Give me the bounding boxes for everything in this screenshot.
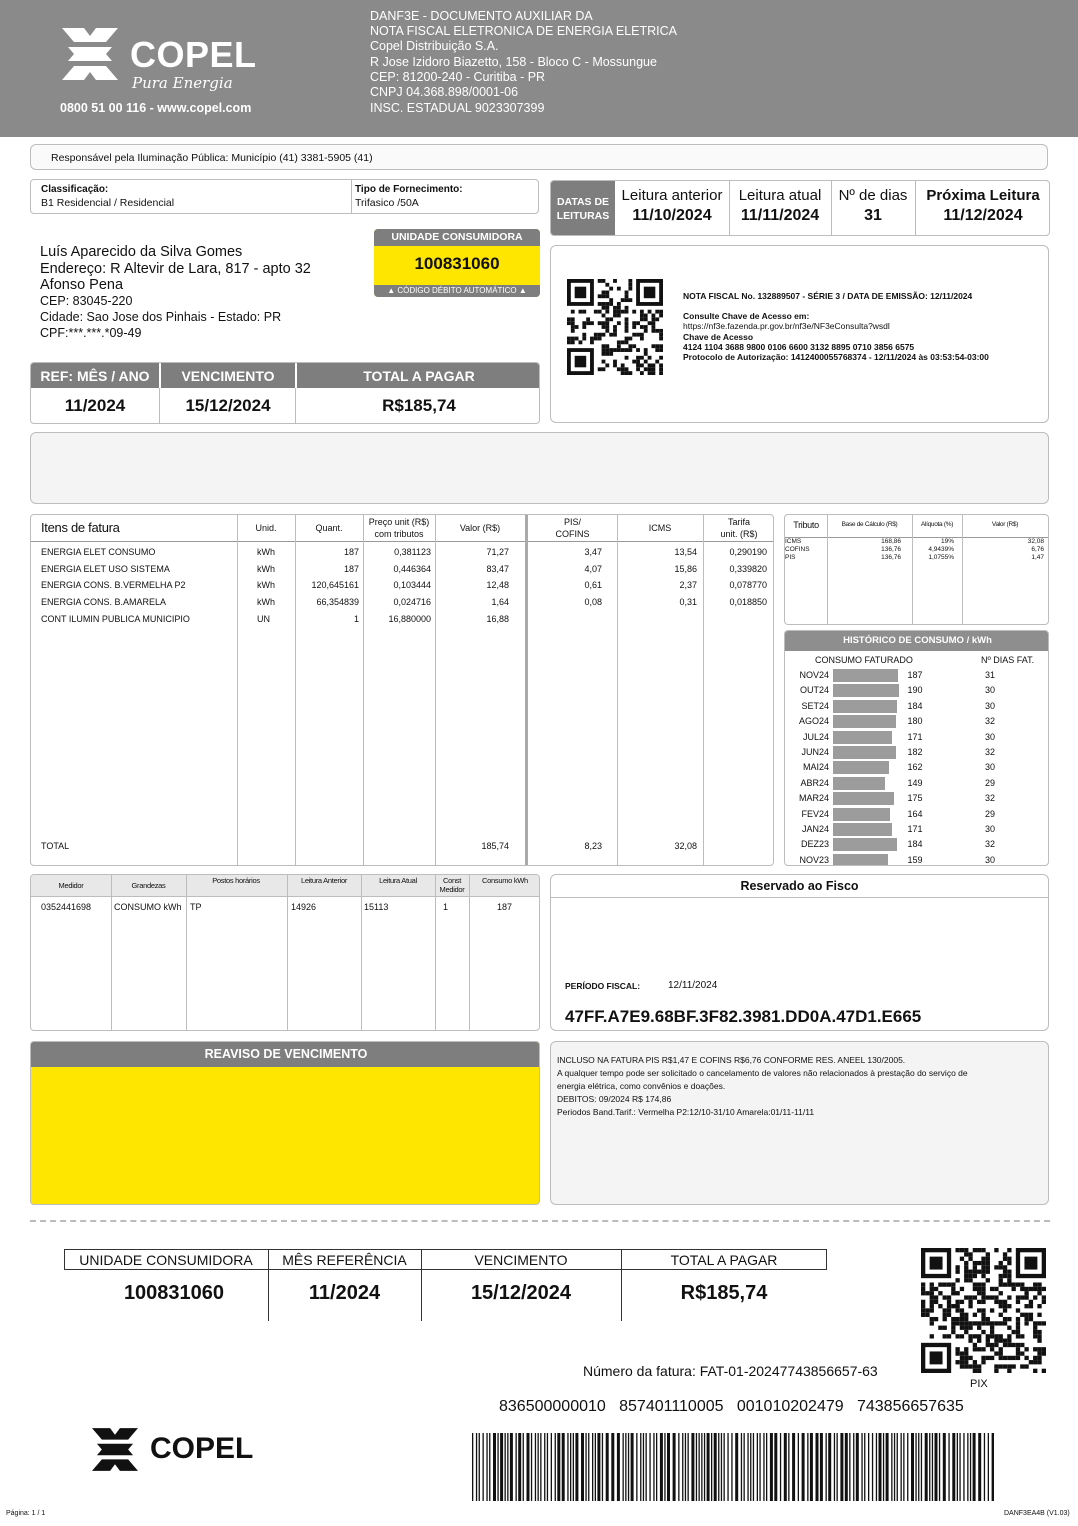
itens-total-valor: 185,74 [481, 841, 509, 851]
reaviso-box [30, 1041, 540, 1205]
unidade-sub: CÓDIGO DÉBITO AUTOMÁTICO [397, 286, 517, 295]
header-line: DANF3E - DOCUMENTO AUXILIAR DA [370, 9, 593, 23]
historico-chart [785, 668, 1049, 866]
unidade-label: UNIDADE CONSUMIDORA [374, 229, 540, 246]
tributos-header-tributo: Tributo [793, 520, 819, 530]
medidor-header-const: Const Medidor [439, 876, 465, 894]
historico-kwh: 171 [907, 731, 923, 742]
item-quant: 120,645161 [311, 580, 359, 591]
info-line: Periodos Band.Tarif.: Vermelha P2:12/10-31/10 Amarela:01/11-11/11 [557, 1107, 815, 1117]
classificacao-value: B1 Residencial / Residencial [41, 197, 175, 209]
ref-vencimento-total [30, 362, 540, 424]
historico-dias: 30 [984, 700, 995, 711]
medidor-header-consumo: Consumo kWh [482, 876, 528, 885]
info-box [550, 1041, 1049, 1205]
historico-bar [833, 684, 899, 697]
historico-kwh: 184 [907, 839, 923, 850]
tributo-aliquota: 4,9439% [928, 546, 954, 553]
reaviso-title: REAVISO DE VENCIMENTO [31, 1042, 540, 1067]
historico-row [785, 791, 1049, 806]
historico-mes: SET24 [801, 700, 829, 711]
historico-kwh: 175 [907, 793, 923, 804]
datas-leituras [550, 180, 1050, 236]
historico-dias: 30 [984, 685, 995, 696]
document-header [0, 0, 1078, 137]
medidor-grandeza: CONSUMO kWh [114, 902, 182, 912]
historico-mes: JUN24 [801, 747, 829, 757]
historico-mes: NOV23 [799, 854, 829, 865]
proxima-leitura-label: Próxima Leitura [926, 187, 1040, 204]
item-descricao: ENERGIA ELET USO SISTEMA [41, 563, 170, 574]
triangle-up-icon: ▲ [516, 286, 527, 295]
classificacao-box [30, 179, 539, 214]
item-descricao: ENERGIA CONS. B.AMARELA [41, 597, 167, 608]
medidor-consumo: 187 [497, 902, 513, 912]
total-label: TOTAL A PAGAR [363, 368, 475, 384]
historico-mes: AGO24 [798, 716, 829, 727]
historico-kwh: 180 [907, 716, 923, 727]
historico-kwh: 149 [907, 777, 923, 788]
itens-header-quant: Quant. [315, 523, 343, 533]
unidade-sub-bar [374, 285, 540, 297]
historico-dias: 32 [984, 839, 995, 850]
itens-header-pis: PIS/ [563, 517, 581, 527]
canhoto-mes: 11/2024 [308, 1282, 381, 1304]
historico-row [785, 714, 1049, 729]
historico-row [785, 730, 1049, 745]
historico-mes: JAN24 [801, 824, 829, 834]
fisco-periodo-label: PERÍODO FISCAL: [565, 981, 641, 991]
medidor-posto: TP [190, 902, 202, 912]
nota-url[interactable]: https://nf3e.fazenda.pr.gov.br/nf3e/NF3eConsulta?wsdl [683, 321, 890, 331]
medidor-header-grandezas: Grandezas [131, 881, 166, 890]
responsavel-text: Responsável pela Iluminação Pública: Município (41) 3381-5905 (41) [51, 152, 373, 164]
historico-col1: CONSUMO FATURADO [815, 655, 913, 665]
itens-total-icms: 32,08 [674, 841, 697, 851]
vencimento-value: 15/12/2024 [185, 396, 271, 415]
item-unid: UN [257, 613, 270, 624]
item-unid: kWh [257, 597, 275, 608]
leitura-atual-label: Leitura atual [738, 187, 822, 204]
leitura-anterior-value: 11/10/2024 [632, 207, 712, 224]
historico-row [785, 699, 1049, 714]
historico-dias: 30 [984, 854, 995, 865]
proxima-leitura-value: 11/12/2024 [943, 207, 1023, 224]
barcode-icon [472, 1433, 994, 1501]
canhoto-table [64, 1249, 827, 1321]
cliente-bloco-2 [40, 293, 281, 341]
canhoto-venc-label: VENCIMENTO [474, 1252, 568, 1268]
tributo-valor: 1,47 [1031, 554, 1044, 561]
historico-dias: 32 [984, 793, 995, 804]
historico-kwh: 159 [907, 854, 923, 865]
cliente-bloco [40, 244, 311, 294]
unidade-consumidora [374, 229, 540, 297]
item-unid: kWh [257, 563, 275, 574]
item-tarifa: 0,018850 [729, 597, 767, 608]
item-valor: 16,88 [486, 613, 509, 624]
leitura-atual-value: 11/11/2024 [740, 207, 820, 224]
responsavel-box [30, 144, 1048, 170]
fisco-title: Reservado ao Fisco [740, 879, 859, 893]
canhoto-total: R$185,74 [680, 1282, 768, 1304]
pagina: Página: 1 / 1 [6, 1510, 46, 1517]
tributo-nome: COFINS [785, 546, 810, 553]
mensagem-box [30, 432, 1049, 504]
tributos-header-valor: Valor (R$) [991, 521, 1019, 528]
historico-mes: FEV24 [801, 808, 829, 819]
copel-logo-text: COPEL [130, 34, 257, 75]
numero-fatura: Número da fatura: FAT-01-20247743856657-63 [583, 1363, 878, 1379]
historico-row [785, 837, 1049, 852]
historico-bar [833, 854, 888, 866]
historico-dias: 32 [984, 747, 995, 757]
tributo-aliquota: 1,0755% [928, 554, 954, 561]
dias-label: Nº de dias [838, 187, 908, 204]
header-line: R Jose Izidoro Biazetto, 158 - Bloco C - Mossungue [370, 55, 657, 69]
datas-title: DATAS DE LEITURAS [556, 196, 610, 222]
canhoto-total-label: TOTAL A PAGAR [670, 1252, 778, 1268]
historico-title: HISTÓRICO DE CONSUMO / kWh [785, 631, 1049, 651]
copel-contact: 0800 51 00 116 - www.copel.com [60, 101, 252, 115]
fornecimento-label: Tipo de Fornecimento: [355, 184, 463, 195]
item-icms: 15,86 [674, 563, 697, 574]
item-pis-cofins: 0,08 [584, 597, 602, 608]
canhoto-mes-label: MÊS REFERÊNCIA [282, 1252, 407, 1268]
fisco-hash: 47FF.A7E9.68BF.3F82.3981.DD0A.47D1.E665 [565, 1007, 922, 1026]
nota-chave: 4124 1104 3688 9800 0106 6600 3132 8895 0710 3856 6575 [683, 342, 915, 352]
historico-bar [833, 823, 892, 836]
item-quant: 187 [343, 563, 359, 574]
historico-row [785, 745, 1049, 760]
item-preco: 0,446364 [393, 563, 431, 574]
item-tarifa: 0,290190 [729, 547, 767, 557]
historico-kwh: 182 [907, 747, 923, 757]
canhoto-uc-label: UNIDADE CONSUMIDORA [79, 1252, 253, 1268]
header-line: NOTA FISCAL ELETRONICA DE ENERGIA ELETRICA [370, 24, 678, 38]
historico-kwh: 190 [907, 685, 923, 696]
cliente-nome: Luís Aparecido da Silva Gomes [40, 244, 243, 260]
qr-code-icon [567, 279, 663, 375]
medidor-const: 1 [443, 902, 449, 912]
itens-header-valor: Valor (R$) [459, 523, 501, 533]
item-pis-cofins: 3,47 [584, 547, 602, 557]
tributo-valor: 32,08 [1027, 538, 1044, 545]
info-line: energia elétrica, como convênios e doações. [557, 1081, 726, 1091]
item-tarifa: 0,078770 [729, 580, 767, 591]
itens-header-item: Itens de fatura [41, 520, 120, 535]
info-line: A qualquer tempo pode ser solicitado o cancelamento de valores não relacionados à prestação do serviço de [557, 1068, 968, 1078]
cliente-endereco: Endereço: R Altevir de Lara, 817 - apto 32 [40, 260, 311, 277]
historico-mes: JUL24 [802, 731, 829, 742]
itens-header-tarifa: Tarifa [727, 517, 750, 527]
item-icms: 13,54 [674, 547, 697, 557]
item-icms: 2,37 [679, 580, 697, 591]
itens-header-cofins: COFINS [555, 529, 590, 539]
item-quant: 66,354839 [316, 597, 359, 608]
item-pis-cofins: 0,61 [584, 580, 602, 591]
itens-fatura-box [30, 514, 774, 866]
vencimento-label: VENCIMENTO [181, 368, 275, 384]
item-quant: 187 [343, 547, 359, 557]
item-icms: 0,31 [679, 597, 697, 608]
historico-bar [833, 746, 896, 759]
item-valor: 1,64 [491, 597, 509, 608]
cliente-cep: CEP: 83045-220 [40, 294, 133, 308]
historico-dias: 29 [984, 808, 995, 819]
tributo-nome: PIS [785, 554, 796, 561]
historico-bar [833, 731, 892, 744]
pix-label: PIX [970, 1378, 988, 1390]
historico-mes: MAI24 [802, 762, 829, 773]
nota-consulte: Consulte Chave de Acesso em: [683, 311, 810, 321]
header-line: CNPJ 04.368.898/0001-06 [370, 85, 519, 99]
info-line: DEBITOS: 09/2024 R$ 174,86 [557, 1094, 672, 1104]
historico-dias: 30 [984, 731, 995, 742]
item-preco: 16,880000 [388, 613, 431, 624]
historico-dias: 31 [984, 670, 995, 680]
canhoto-uc: 100831060 [123, 1282, 225, 1304]
leitura-anterior-label: Leitura anterior [621, 187, 723, 204]
historico-row [785, 853, 1049, 866]
item-quant: 1 [353, 613, 359, 624]
historico-mes: NOV24 [799, 670, 829, 680]
historico-mes: MAR24 [798, 793, 829, 804]
historico-box [784, 630, 1049, 866]
tributos-box [784, 514, 1049, 625]
dias-value: 31 [864, 207, 882, 224]
info-line: INCLUSO NA FATURA PIS R$1,47 E COFINS R$6,76 CONFORME RES. ANEEL 130/2005. [557, 1055, 906, 1065]
fornecimento-value: Trifasico /50A [355, 197, 419, 209]
historico-kwh: 162 [907, 762, 923, 773]
historico-kwh: 164 [907, 808, 923, 819]
tributo-base: 136,76 [881, 546, 901, 553]
item-preco: 0,381123 [394, 547, 431, 557]
copel-slogan: Pura Energia [132, 74, 233, 92]
historico-bar [833, 808, 890, 821]
historico-bar [833, 700, 897, 713]
medidor-header-postos: Postos horários [212, 876, 260, 885]
header-line: CEP: 81200-240 - Curitiba - PR [370, 70, 546, 84]
historico-col2: Nº DIAS FAT. [981, 655, 1035, 665]
copel-logo-icon [92, 1428, 138, 1471]
medidor-header-anterior: Leitura Anterior [300, 876, 348, 885]
itens-total-pis: 8,23 [584, 841, 602, 851]
item-preco: 0,024716 [393, 597, 431, 608]
item-unid: kWh [257, 547, 275, 557]
tributo-base: 136,76 [881, 554, 901, 561]
item-descricao: ENERGIA ELET CONSUMO [41, 547, 156, 557]
itens-header-tarifa-sub: unit. (R$) [720, 529, 758, 539]
medidor-header-medidor: Medidor [58, 881, 84, 890]
ref-label: REF: MÊS / ANO [40, 368, 150, 384]
cliente-cidade: Cidade: Sao Jose dos Pinhais - Estado: PR [40, 310, 282, 324]
historico-dias: 29 [984, 777, 995, 788]
itens-header-icms: ICMS [648, 523, 672, 533]
historico-kwh: 171 [907, 824, 923, 834]
header-line: Copel Distribuição S.A. [370, 39, 499, 53]
ref-value: 11/2024 [64, 396, 126, 415]
historico-bar [833, 761, 889, 774]
cliente-cpf: CPF:***.***.*09-49 [40, 326, 142, 340]
info-text [557, 1054, 968, 1119]
tributo-base: 168,86 [881, 538, 901, 545]
historico-row [785, 668, 1049, 683]
nota-numero: NOTA FISCAL No. 132889507 - SÉRIE 3 / DATA DE EMISSÃO: 12/11/2024 [683, 291, 973, 301]
medidor-numero: 0352441698 [41, 902, 92, 912]
tributos-header-aliquota: Alíquota (%) [920, 521, 954, 528]
fisco-box [550, 874, 1049, 1031]
historico-dias: 32 [984, 716, 995, 727]
historico-mes: ABR24 [800, 777, 829, 788]
pix-qr-code-icon [921, 1248, 1046, 1373]
tributo-nome: ICMS [785, 538, 802, 545]
copel-logo-text-bottom: COPEL [150, 1432, 254, 1465]
itens-total-label: TOTAL [41, 841, 70, 851]
itens-header-preco: Preço unit (R$) [368, 517, 430, 527]
item-valor: 71,27 [486, 547, 509, 557]
historico-kwh: 184 [907, 700, 923, 711]
historico-bar [833, 669, 898, 682]
linha-digitavel: 836500000010 857401110005 001010202479 743856657635 [499, 1398, 964, 1415]
unidade-value: 100831060 [414, 254, 500, 273]
historico-dias: 30 [984, 762, 995, 773]
medidor-leitura-atual: 15113 [364, 902, 389, 912]
tributos-header-base: Base de Cálculo (R$) [841, 521, 898, 528]
fisco-periodo: 12/11/2024 [668, 980, 718, 991]
copel-logo-icon [62, 28, 118, 80]
historico-mes: DEZ23 [800, 839, 829, 850]
historico-kwh: 187 [907, 670, 923, 680]
header-line: INSC. ESTADUAL 9023307399 [370, 101, 545, 115]
historico-bar [833, 777, 885, 790]
versao: DANF3EA4B (V1.03) [1004, 1510, 1070, 1517]
tributo-valor: 6,76 [1031, 546, 1044, 553]
historico-bar [833, 715, 896, 728]
item-valor: 83,47 [486, 563, 509, 574]
medidor-box [30, 874, 540, 1031]
historico-row [785, 683, 1049, 698]
item-pis-cofins: 4,07 [584, 563, 602, 574]
nota-chave-label: Chave de Acesso [683, 332, 754, 342]
item-unid: kWh [257, 580, 275, 591]
itens-header-unid: Unid. [255, 523, 277, 533]
tributo-aliquota: 19% [940, 538, 954, 545]
historico-bar [833, 838, 897, 851]
nota-protocolo: Protocolo de Autorização: 1412400055768374 - 12/11/2024 às 03:53:54-03:00 [683, 352, 989, 362]
classificacao-label: Classificação: [41, 184, 109, 195]
itens-header-preco-sub: com tributos [374, 529, 424, 539]
item-valor: 12,48 [486, 580, 509, 591]
nota-fiscal-box [550, 245, 1049, 423]
historico-row [785, 822, 1049, 837]
historico-row [785, 776, 1049, 791]
historico-row [785, 760, 1049, 775]
historico-bar [833, 792, 894, 805]
historico-mes: OUT24 [799, 685, 829, 696]
historico-row [785, 807, 1049, 822]
cut-line [30, 1220, 1050, 1222]
canhoto-venc: 15/12/2024 [470, 1282, 572, 1304]
medidor-leitura-anterior: 14926 [291, 902, 317, 912]
item-descricao: ENERGIA CONS. B.VERMELHA P2 [41, 580, 186, 591]
item-tarifa: 0,339820 [729, 563, 767, 574]
cliente-bairro: Afonso Pena [40, 277, 124, 293]
item-preco: 0,103444 [393, 580, 431, 591]
triangle-up-icon: ▲ [387, 286, 398, 295]
item-descricao: CONT ILUMIN PUBLICA MUNICIPIO [41, 613, 190, 624]
historico-dias: 30 [984, 824, 995, 834]
total-value: R$185,74 [382, 396, 456, 415]
medidor-header-atual: Leitura Atual [379, 876, 417, 885]
